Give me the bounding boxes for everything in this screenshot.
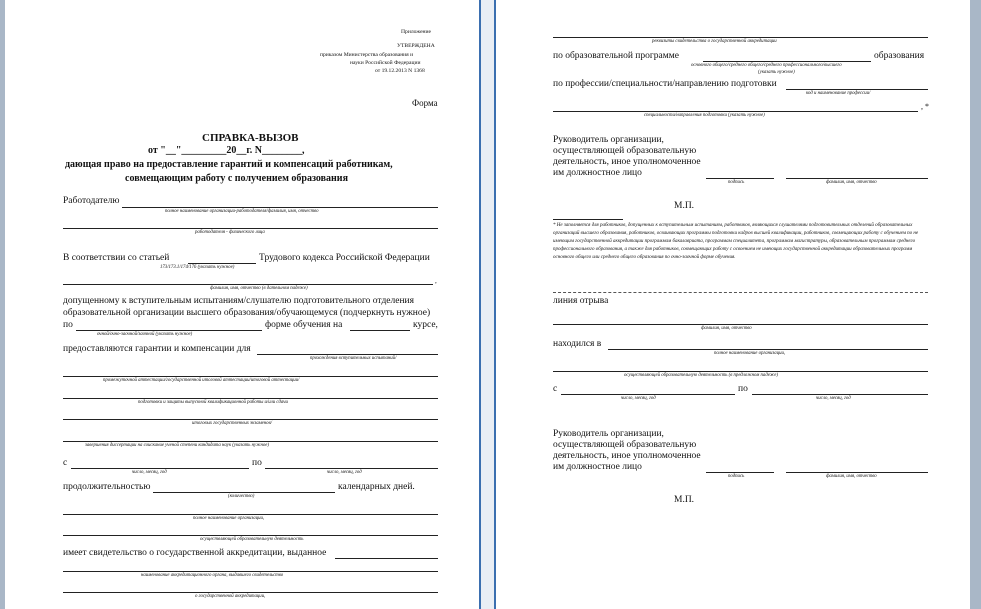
hint-attestation: промежуточной аттестации/государственной итоговой аттестации/итоговой аттестации/ <box>103 378 300 383</box>
profession-hint: код и наименование профессии/ <box>806 91 871 96</box>
program-suffix: образования <box>874 51 925 61</box>
head2-title-line-3: деятельность, иное уполномоченное <box>553 451 701 461</box>
head2-title-line-1: Руководитель организации, <box>553 429 664 439</box>
signer-fio-hint: фамилия, имя, отчество <box>826 180 877 185</box>
asterisk-mark: , * <box>921 102 929 111</box>
days-label: календарных дней. <box>338 482 415 492</box>
stamp-label: М.П. <box>674 201 695 211</box>
state-accreditation-line[interactable] <box>63 592 438 593</box>
stay-to-label: по <box>738 384 748 394</box>
program-hint-2: (указать нужное) <box>758 70 795 75</box>
footnote-separator <box>553 219 623 220</box>
signature-line-2[interactable] <box>706 472 774 473</box>
head-title-line-4: им должностное лицо <box>553 168 642 178</box>
document-title: СПРАВКА-ВЫЗОВ <box>202 132 299 144</box>
footnote-text: * Не заполняется для работников, допущенных к вступительным испытаниям, работников, являющихся слушателями подготовительных отделений образовательных организаций высшего образования, работников, осваивающих программы подготовки кадров высшей квалификации, работников, совмещающих работу с обучением по не имеющим государственной аккредитации программам бакалавриата, программам специалитета, программам магистратуры, образовательным программам среднего профессионального образования, а также для работников, совмещающих работу с освоением не имеющих государственной аккредитации образовательных программ основного общего или среднего общего образования по очно-заочной форме обучения. <box>553 223 919 260</box>
accreditation-body-line[interactable] <box>63 571 438 572</box>
dissertation-line[interactable] <box>63 441 438 442</box>
to-label: по <box>252 458 262 468</box>
stay-from-line[interactable] <box>561 394 735 395</box>
org-activity-line[interactable] <box>63 535 438 536</box>
stay-from-hint: число, месяц, год <box>621 396 656 401</box>
accreditation-body-hint: наименование аккредитационного органа, выдавшего свидетельство <box>141 573 284 578</box>
title-date-number: от "__"_________20__г. N________, <box>148 145 305 156</box>
hint-entrance: прохождения вступительных испытаний/ <box>310 356 397 361</box>
stay-to-hint: число, месяц, год <box>816 396 851 401</box>
attestation-line[interactable] <box>63 376 438 377</box>
certificate-line[interactable] <box>335 558 438 559</box>
fio-hint: фамилия, имя, отчество (в дательном падеже) <box>210 286 308 291</box>
was-label: находился в <box>553 339 602 349</box>
order-line-3: от 19.12.2013 N 1368 <box>375 68 425 74</box>
org-prepositional-hint: осуществляющей образовательную деятельность (в предложном падеже) <box>624 373 778 378</box>
employer-line-2[interactable] <box>63 228 438 229</box>
order-line-2: науки Российской Федерации <box>350 60 421 66</box>
form-hint: очной/очно-заочной/заочной (указать нужное) <box>97 332 193 337</box>
document-page-1 <box>5 0 479 609</box>
fio-comma: , <box>435 277 437 285</box>
appendix-label: Приложение <box>401 29 432 35</box>
thesis-line[interactable] <box>63 398 438 399</box>
employer-hint-2: работодателя - физического лица <box>195 230 265 235</box>
profession-line[interactable] <box>786 89 928 90</box>
profession-label: по профессии/специальности/направлению подготовки <box>553 79 777 89</box>
admitted-form: форме обучения на <box>265 320 343 330</box>
guarantees-line[interactable] <box>257 354 438 355</box>
admitted-line-2: образовательной организации высшего образования/обучающемуся (подчеркнуть нужное) <box>63 308 431 318</box>
stay-to-line[interactable] <box>752 394 928 395</box>
head-title-line-1: Руководитель организации, <box>553 135 664 145</box>
to-date-line[interactable] <box>265 468 438 469</box>
stamp-label-2: М.П. <box>674 495 695 505</box>
from-date-hint: число, месяц, год <box>132 470 167 475</box>
specialty-line[interactable] <box>553 111 918 112</box>
admitted-po: по <box>63 320 73 330</box>
head-title-line-3: деятельность, иное уполномоченное <box>553 157 701 167</box>
subtitle-line-2: совмещающим работу с получением образования <box>125 173 348 184</box>
org-prepositional-line[interactable] <box>553 371 928 372</box>
certificate-label: имеет свидетельство о государственной аккредитации, выданное <box>63 548 327 558</box>
article-hint: 173/173.1/174/176 (указать нужное) <box>160 265 235 270</box>
tear-line-label: линия отрыва <box>553 296 609 306</box>
tear-off-line <box>553 292 928 293</box>
requisites-line[interactable] <box>553 37 928 38</box>
fio-line[interactable] <box>63 284 433 285</box>
article-label: В соответствии со статьей <box>63 253 170 263</box>
from-date-line[interactable] <box>71 468 249 469</box>
requisites-hint: реквизиты свидетельства о государственной аккредитации <box>652 39 777 44</box>
head-title-line-2: осуществляющей образовательную <box>553 146 697 156</box>
employer-label: Работодателю <box>63 196 120 206</box>
person-fio-line[interactable] <box>553 324 928 325</box>
count-hint: (количество) <box>228 494 255 499</box>
state-accreditation-hint: о государственной аккредитации, <box>195 594 266 599</box>
course-line[interactable] <box>350 330 410 331</box>
hint-dissertation: завершения диссертации на соискание ученой степени кандидата наук (указать нужное) <box>85 443 270 448</box>
approved-label: УТВЕРЖДЕНА <box>397 43 435 49</box>
to-date-hint: число, месяц, год <box>327 470 362 475</box>
admitted-line-1: допущенному к вступительным испытаниям/слушателю подготовительного отделения <box>63 296 414 306</box>
org-name-hint: полное наименование организации, <box>714 351 786 356</box>
subtitle-line-1: дающая право на предоставление гарантий и компенсаций работникам, <box>65 159 393 170</box>
signature-line[interactable] <box>706 178 774 179</box>
admitted-course: курсе, <box>413 320 438 330</box>
hint-thesis: подготовки и защиты выпускной квалификационной работы и/или сдачи <box>138 400 288 405</box>
program-hint: основного общего/среднего общего/среднего профессионального/высшего <box>691 63 842 68</box>
org-activity-hint: осуществляющей образовательную деятельность <box>200 537 304 542</box>
person-fio-hint: фамилия, имя, отчество <box>701 326 752 331</box>
signature-hint: подпись <box>728 180 745 185</box>
document-page-2 <box>496 0 970 609</box>
page-gap <box>479 0 496 609</box>
program-line[interactable] <box>703 61 871 62</box>
from-label: с <box>63 458 68 468</box>
duration-label: продолжительностью <box>63 482 151 492</box>
org-full-name-hint: полное наименование организации, <box>193 516 265 521</box>
duration-line[interactable] <box>153 492 335 493</box>
form-label: Форма <box>412 98 438 108</box>
order-line-1: приказом Министерства образования и <box>320 52 414 58</box>
article-line[interactable] <box>188 263 256 264</box>
study-form-line[interactable] <box>76 330 262 331</box>
stay-from-label: с <box>553 384 558 394</box>
head2-title-line-2: осуществляющей образовательную <box>553 440 697 450</box>
profession-hint-2: специальности/направления подготовки (указать нужное) <box>644 113 765 118</box>
signature-hint-2: подпись <box>728 474 745 479</box>
article-suffix: Трудового кодекса Российской Федерации <box>259 253 430 263</box>
was-org-line[interactable] <box>608 349 928 350</box>
org-name-line[interactable] <box>63 514 438 515</box>
hint-state-exams: итоговых государственных экзаменов/ <box>192 421 272 426</box>
program-label: по образовательной программе <box>553 51 679 61</box>
signer-fio-hint-2: фамилия, имя, отчество <box>826 474 877 479</box>
head2-title-line-4: им должностное лицо <box>553 462 642 472</box>
employer-hint: полное наименование организации-работодателя/фамилия, имя, отчество <box>165 209 319 214</box>
employer-line[interactable] <box>122 207 438 208</box>
state-exams-line[interactable] <box>63 419 438 420</box>
signer-fio-line[interactable] <box>786 178 928 179</box>
guarantees-label: предоставляются гарантии и компенсации для <box>63 344 251 354</box>
signer-fio-line-2[interactable] <box>786 472 928 473</box>
